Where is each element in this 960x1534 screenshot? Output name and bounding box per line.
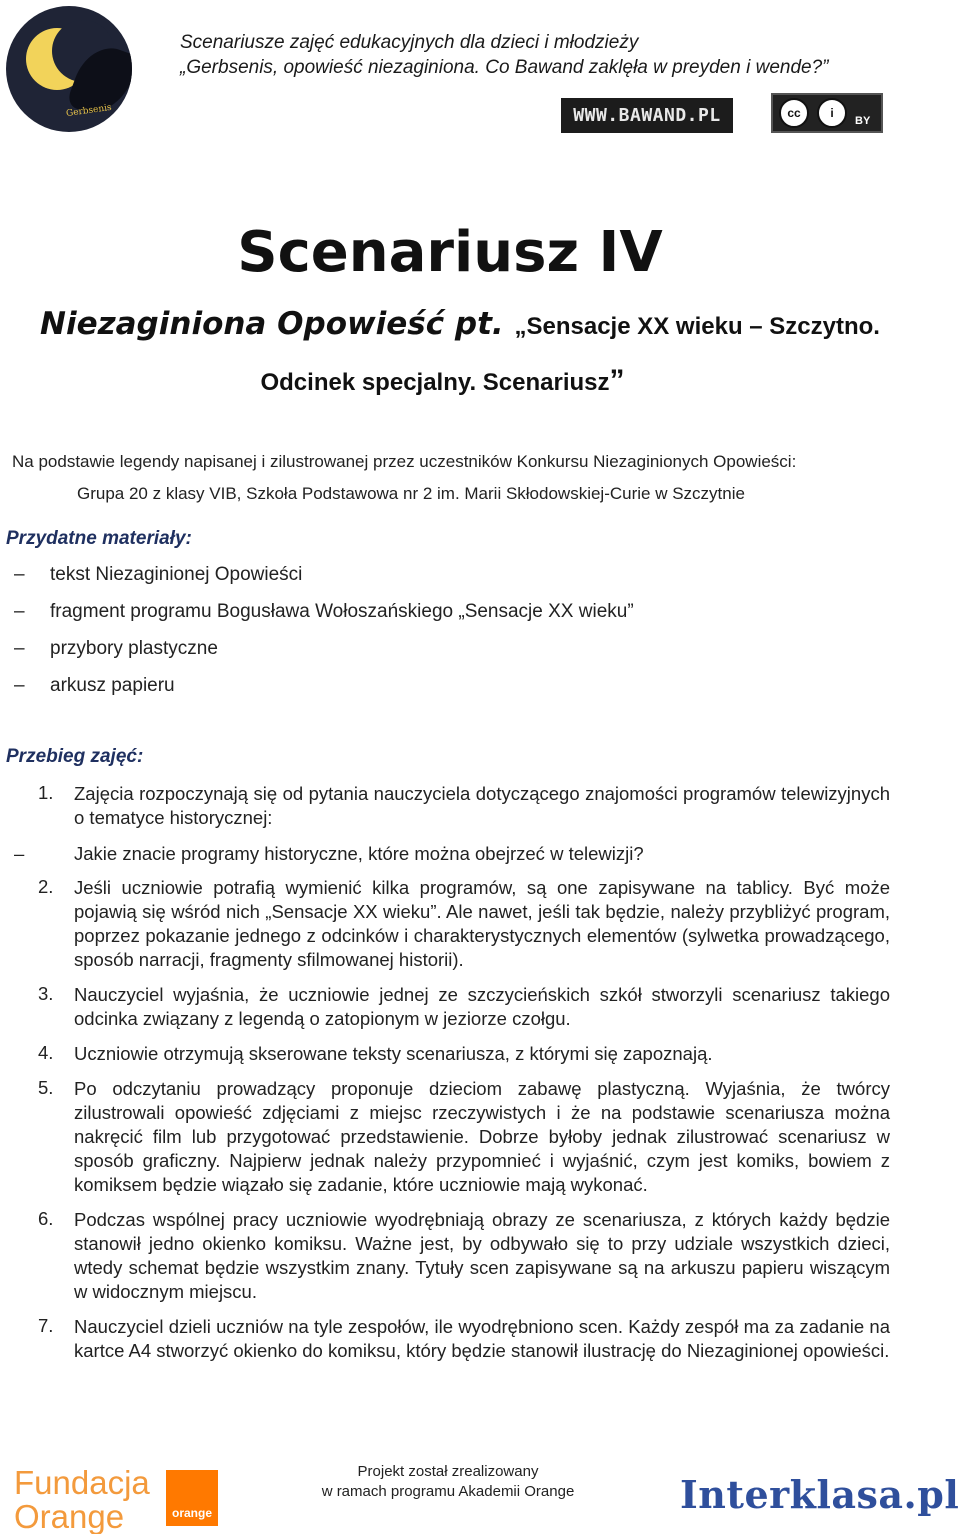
materials-list (14, 564, 634, 712)
bawand-logo: WWW.BAWAND.PL (561, 98, 733, 133)
step-1: 1. Zajęcia rozpoczynają się od pytania nauczyciela dotyczącego znajomości programów telewizyjnych o tematyce historycznej: (38, 782, 890, 828)
creative-commons-badge (771, 93, 883, 133)
step-7: 7. Nauczyciel dzieli uczniów na tyle zespołów, ile wyodrębniono scen. Każdy zespół ma za zadanie na kartce A4 stworzyć okienko do komiksu, który będzie stanowił ilustrację do Niezaginionej opowieści. (38, 1315, 890, 1361)
question-item: – Jakie znacie programy historyczne, które można obejrzeć w telewizji? (14, 843, 644, 864)
course-heading: Przebieg zajęć: (6, 746, 144, 767)
project-note: Projekt został zrealizowany w ramach programu Akademii Orange (321, 1463, 575, 1500)
header-line-1: Scenariusze zajęć edukacyjnych dla dzieci i młodzieży (180, 32, 639, 53)
subtitle (40, 306, 880, 342)
step-4: 4. Uczniowie otrzymują skserowane teksty scenariusza, z którymi się zapoznają. (38, 1042, 713, 1064)
basis-text: Na podstawie legendy napisanej i zilustrowanej przez uczestników Konkursu Niezaginionych Opowieści: (12, 452, 797, 471)
orange-logo: orange (166, 1470, 218, 1526)
course-steps (14, 782, 890, 1363)
step-5: 5. Po odczytaniu prowadzący proponuje dzieciom zabawę plastyczną. Wyjaśnia, że twórcy zilustrowali opowieść zdjęciami z miejsc rzeczywistych i że na podstawie scenariusza można nakręcić film lub przygotować przedstawienie. Dobrze byłoby jednak zilustrować scenariusz w sposób graficzny. Najpierw jednak należy przypomnieć i wyjaśnić, czym jest komiks, bowiem z komiksem będzie wiązało się zadanie, które uczniowie mają wykonać. (38, 1077, 890, 1195)
interklasa-logo: Interklasa.pl (680, 1472, 960, 1517)
subtitle-second-text: Odcinek specjalny. Scenariusz (260, 369, 610, 396)
attribution-icon: i (817, 98, 847, 128)
fundacja-orange-logo: Fundacja Orange (14, 1464, 150, 1534)
cc-icon: cc (779, 98, 809, 128)
subtitle-closing-quote: ” (609, 364, 625, 397)
subtitle-plain: „Sensacje XX wieku – Szczytno. (514, 313, 880, 340)
materials-heading: Przydatne materiały: (6, 528, 192, 549)
logo-text: Gerbsenis (65, 102, 113, 120)
step-6: 6. Podczas wspólnej pracy uczniowie wyodrębniają obrazy ze scenariusza, z których każdy będzie stanowił jedno okienko komiksu. Ważne jest, by odbywało się to przy udziale wszystkich dzieci, wtedy schemat będzie wszystkim znany. Tytuły scen zapisywane są na arkuszu papieru wiszącym w widocznym miejscu. (38, 1208, 890, 1302)
subtitle-second-line (0, 364, 885, 398)
list-item: – przybory plastyczne (14, 638, 218, 659)
gerbsenis-logo (6, 6, 132, 132)
header-text (180, 30, 829, 80)
page-title: Scenariusz IV (237, 220, 663, 285)
subtitle-hand: Niezaginiona Opowieść pt. (40, 306, 515, 342)
list-item: – tekst Niezaginionej Opowieści (14, 564, 303, 585)
license-by-label: BY (855, 115, 871, 127)
step-3: 3. Nauczyciel wyjaśnia, że uczniowie jednej ze szczycieńskich szkół stworzyli scenariusz takiego odcinka związany z legendą o zatopionym w jeziorze czołgu. (38, 983, 890, 1029)
list-item: – fragment programu Bogusława Wołoszańskiego „Sensacje XX wieku” (14, 601, 634, 622)
header-line-2: „Gerbsenis, opowieść niezaginiona. Co Bawand zaklęła w preyden i wende?” (180, 57, 829, 78)
list-item: – arkusz papieru (14, 675, 175, 696)
step-2: 2. Jeśli uczniowie potrafią wymienić kilka programów, są one zapisywane na tablicy. Być może pojawią się wśród nich „Sensacje XX wieku”. Ale nawet, jeśli tak będzie, należy przybliżyć program, poprzez pokazanie jednego z odcinków i charakterystycznych elementów (sylwetka prowadzącego, sposób narracji, fragmenty sfilmowanej historii). (38, 876, 890, 970)
group-text: Grupa 20 z klasy VIB, Szkoła Podstawowa nr 2 im. Marii Skłodowskiej-Curie w Szczytnie (77, 484, 745, 503)
